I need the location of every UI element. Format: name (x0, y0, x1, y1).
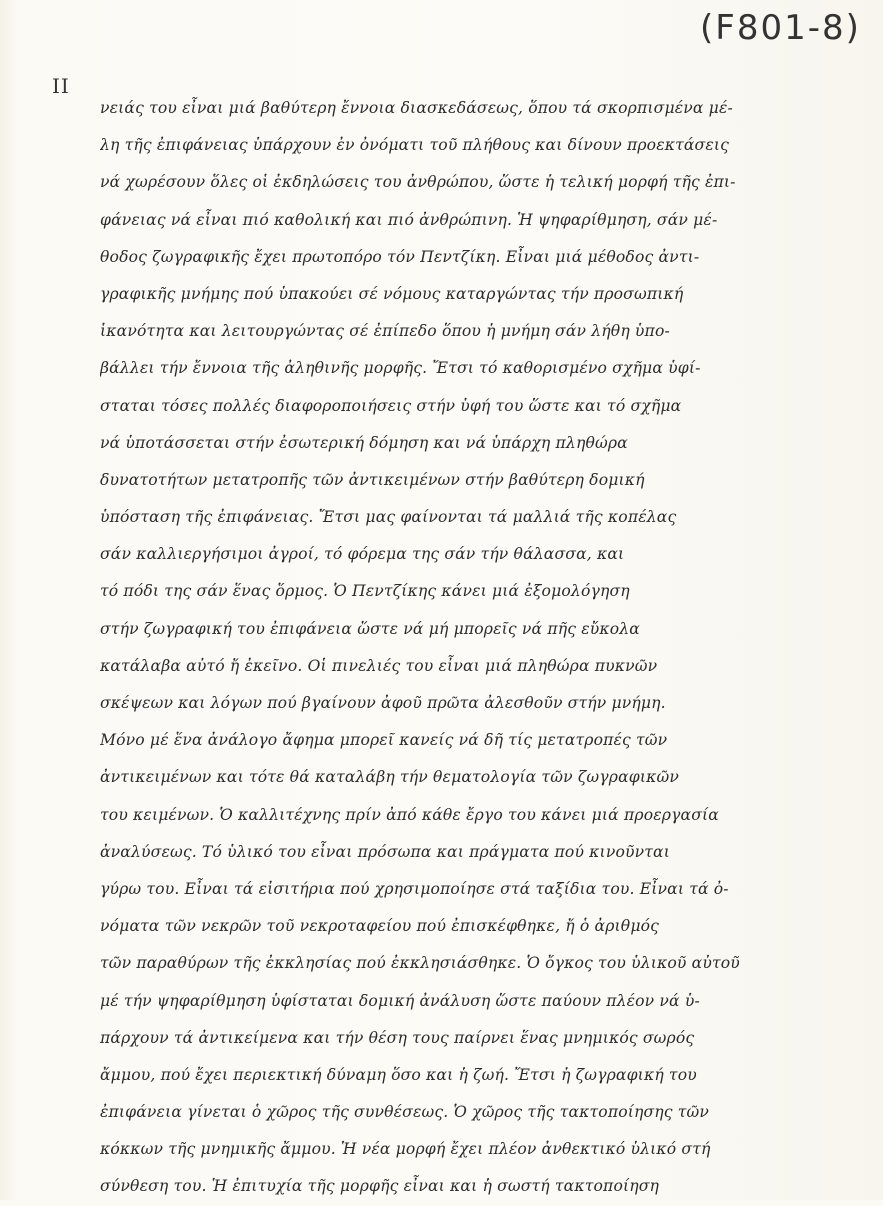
manuscript-line: γύρω του. Εἶναι τά εἰσιτήρια πού χρησιμοποίησε στά ταξίδια του. Εἶναι τά ὀ- (100, 879, 729, 898)
manuscript-line: κατάλαβα αὐτό ἤ ἐκεῖνο. Οἱ πινελιές του εἶναι μιά πληθώρα πυκνῶν (100, 656, 658, 675)
manuscript-line: Μόνο μέ ἕνα ἀνάλογο ἄφημα μπορεῖ κανείς νά δῆ τίς μετατροπές τῶν (100, 731, 668, 750)
manuscript-line: ἐπιφάνεια γίνεται ὁ χῶρος τῆς συνθέσεως. Ὁ χῶρος τῆς τακτοποίησης τῶν (100, 1103, 710, 1122)
manuscript-line: ἄμμου, πού ἔχει περιεκτική δύναμη ὅσο και ἡ ζωή. Ἔτσι ἡ ζωγραφική του (100, 1065, 697, 1084)
manuscript-line: τῶν παραθύρων τῆς ἐκκλησίας πού ἐκκλησιάσθηκε. Ὁ ὄγκος του ὑλικοῦ αὐτοῦ (100, 954, 740, 973)
manuscript-line: του κειμένων. Ὁ καλλιτέχνης πρίν ἀπό κάθε ἔργο του κάνει μιά προεργασία (100, 805, 719, 824)
manuscript-line: βάλλει τήν ἔννοια τῆς ἀληθινῆς μορφῆς. Ἔτσι τό καθορισμένο σχῆμα ὑφί- (100, 359, 701, 378)
manuscript-line: νά χωρέσουν ὅλες οἱ ἐκδηλώσεις του ἀνθρώπου, ὥστε ἡ τελική μορφή τῆς ἐπι- (100, 173, 736, 192)
manuscript-line: στήν ζωγραφική του ἐπιφάνεια ὥστε νά μή μπορεῖς νά πῆς εὔκολα (100, 619, 640, 638)
manuscript-line: τό πόδι της σάν ἕνας ὅρμος. Ὁ Πεντζίκης κάνει μιά ἐξομολόγηση (100, 582, 630, 601)
manuscript-line: νειάς του εἶναι μιά βαθύτερη ἔννοια διασκεδάσεως, ὅπου τά σκορπισμένα μέ- (100, 99, 733, 117)
manuscript-line: ἀντικειμένων και τότε θά καταλάβη τήν θεματολογία τῶν ζωγραφικῶν (100, 768, 679, 787)
manuscript-line: λη τῆς ἐπιφάνειας ὑπάρχουν ἐν ὀνόματι τοῦ πλήθους και δίνουν προεκτάσεις (100, 136, 730, 155)
manuscript-line: σταται τόσες πολλές διαφοροποιήσεις στήν ὑφή του ὥστε και τό σχῆμα (100, 396, 682, 415)
manuscript-line: πάρχουν τά ἀντικείμενα και τήν θέση τους παίρνει ἕνας μνημικός σωρός (100, 1028, 695, 1047)
manuscript-line: σκέψεων και λόγων πού βγαίνουν ἀφοῦ πρῶτα ἀλεσθοῦν στήν μνήμη. (100, 694, 666, 712)
manuscript-line: φάνειας νά εἶναι πιό καθολική και πιό ἀνθρώπινη. Ἡ ψηφαρίθμηση, σάν μέ- (100, 210, 718, 229)
manuscript-line: ὑπόσταση τῆς ἐπιφάνειας. Ἔτσι μας φαίνονται τά μαλλιά τῆς κοπέλας (100, 508, 677, 527)
manuscript-line: σύνθεση του. Ἡ ἐπιτυχία τῆς μορφῆς εἶναι και ἡ σωστή τακτοποίηση (100, 1177, 660, 1196)
manuscript-body (100, 90, 880, 1206)
page-numeral: II (52, 74, 70, 98)
archive-reference: (F801-8) (700, 8, 861, 48)
manuscript-line: κόκκων τῆς μνημικῆς ἄμμου. Ἡ νέα μορφή ἔχει πλέον ἀνθεκτικό ὑλικό στή (100, 1140, 711, 1159)
manuscript-line: ἀναλύσεως. Τό ὑλικό του εἶναι πρόσωπα και πράγματα πού κινοῦνται (100, 842, 670, 861)
manuscript-line: νόματα τῶν νεκρῶν τοῦ νεκροταφείου πού ἐπισκέφθηκε, ἤ ὁ ἀριθμός (100, 917, 660, 936)
manuscript-line: θοδος ζωγραφικῆς ἔχει πρωτοπόρο τόν Πεντζίκη. Εἶναι μιά μέθοδος ἀντι- (100, 247, 700, 266)
manuscript-line: σάν καλλιεργήσιμοι ἀγροί, τό φόρεμα της σάν τήν θάλασσα, και (100, 545, 625, 564)
manuscript-line: ἱκανότητα και λειτουργώντας σέ ἐπίπεδο ὅπου ἡ μνήμη σάν λήθη ὑπο- (100, 322, 670, 341)
manuscript-line: μέ τήν ψηφαρίθμηση ὑφίσταται δομική ἀνάλυση ὥστε παύουν πλέον νά ὑ- (100, 991, 700, 1010)
manuscript-line: δυνατοτήτων μετατροπῆς τῶν ἀντικειμένων στήν βαθύτερη δομική (100, 470, 645, 489)
manuscript-line: γραφικῆς μνήμης πού ὑπακούει σέ νόμους καταργώντας τήν προσωπική (100, 284, 684, 303)
manuscript-line: νά ὑποτάσσεται στήν ἐσωτερική δόμηση και νά ὑπάρχη πληθώρα (100, 433, 628, 452)
